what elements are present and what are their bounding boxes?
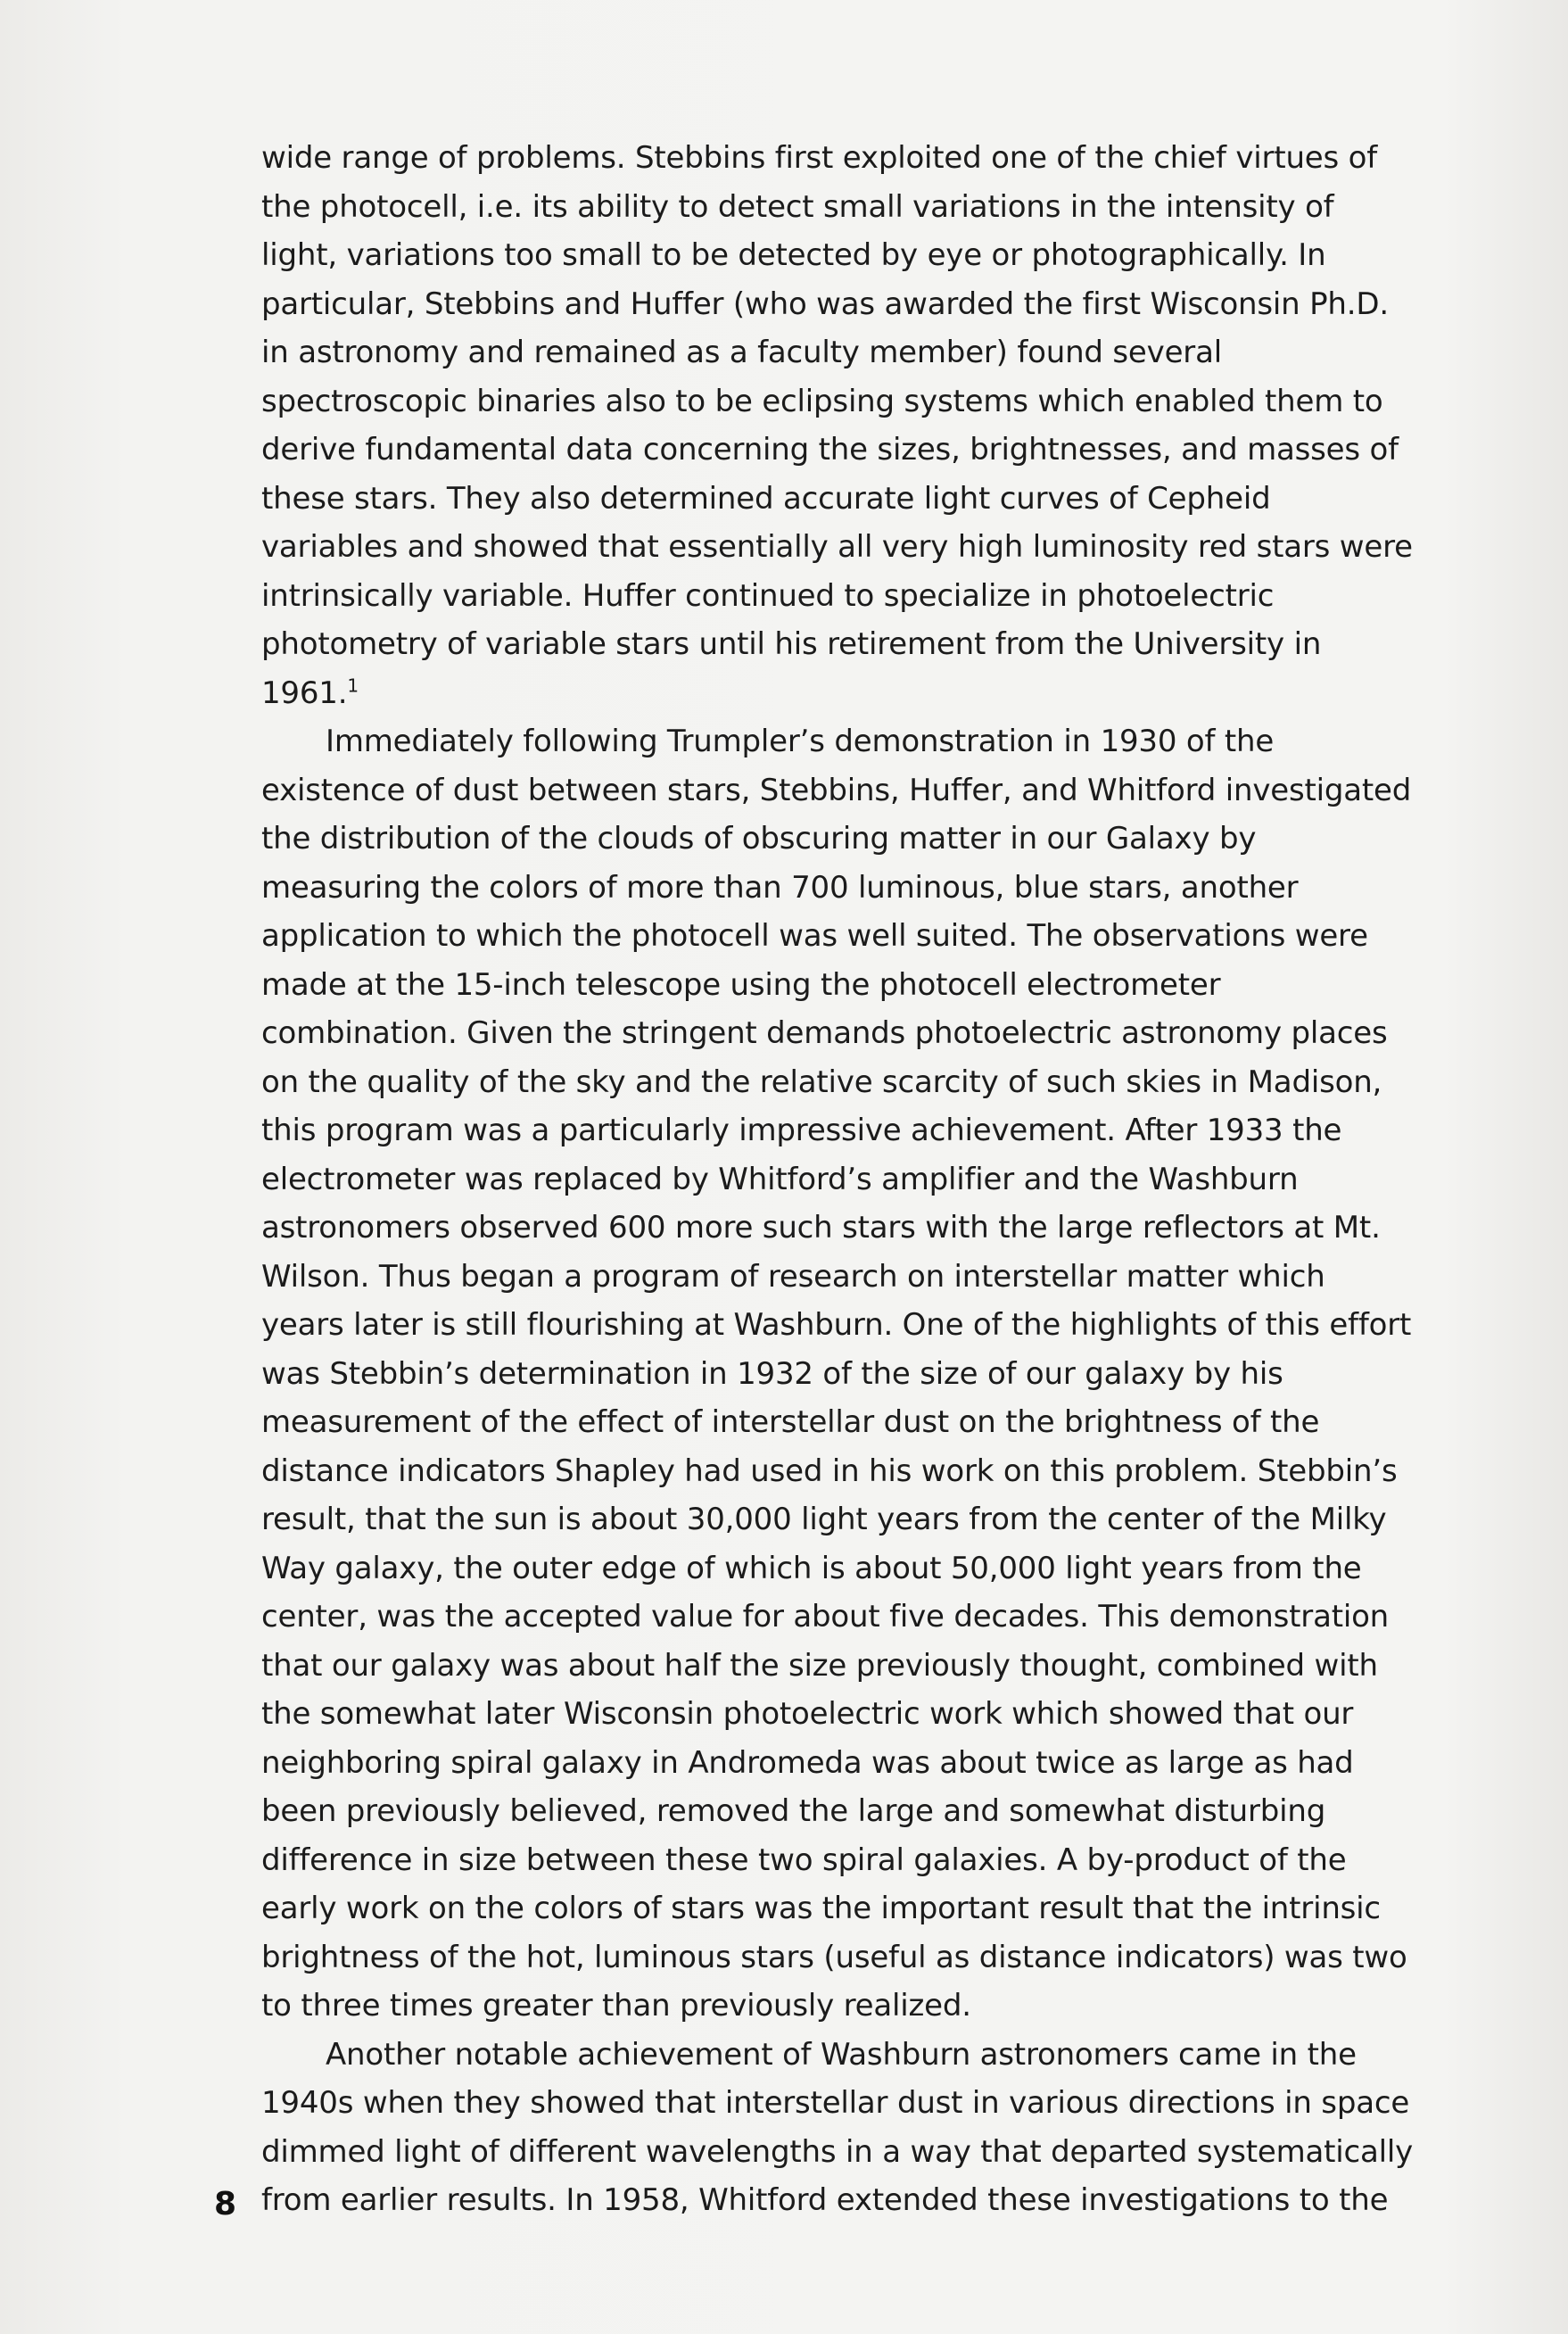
paragraph-2: Immediately following Trumpler’s demonstration in 1930 of the existence of dust between stars, Stebbins, Huffer, and Whitford investigated the distribution of the clouds of obscuring matter in our Galaxy by measuring the colors of more than 700 luminous, blue stars, another application to which the photocell was well suited. The observations were made at the 15-inch telescope using the photocell electrometer combination. Given the stringent demands photoelectric astronomy places on the quality of the sky and the relative scarcity of such skies in Madison, this program was a particularly impressive achievement. After 1933 the electrometer was replaced by Whitford’s amplifier and the Washburn astronomers observed 600 more such stars with the large reflectors at Mt. Wilson. Thus began a program of research on interstellar matter which years later is still flourishing at Washburn. One of the highlights of this effort was Stebbin’s determination in 1932 of the size of our galaxy by his measurement of the effect of interstellar dust on the brightness of the distance indicators Shapley had used in his work on this problem. Stebbin’s result, that the sun is about 30,000 light years from the center of the Milky Way galaxy, the outer edge of which is about 50,000 light years from the center, was the accepted value for about five decades. This demonstration that our galaxy was about half the size previously thought, combined with the somewhat later Wisconsin photoelectric work which showed that our neighboring spiral galaxy in Andromeda was about twice as large as had been previously believed, removed the large and somewhat disturbing difference in size between these two spiral galaxies. A by-product of the early work on the colors of stars was the important result that the intrinsic brightness of the hot, luminous stars (useful as distance indicators) was two to three times greater than previously realized. <box>261 724 1412 2024</box>
paragraph-1 <box>261 134 1416 717</box>
footnote-marker: 1 <box>347 675 359 697</box>
paragraph-3: Another notable achievement of Washburn astronomers came in the 1940s when they showed that interstellar dust in various directions in space dimmed light of different wavelengths in a way that departed systematically from earlier results. In 1958, Whitford extended these investigations to the <box>261 2036 1414 2218</box>
body-text <box>261 134 1416 2225</box>
paragraph-1-text: wide range of problems. Stebbins first exploited one of the chief virtues of the photocell, i.e. its ability to detect small variations in the intensity of light, variations too small to be detected by eye or photographically. In particular, Stebbins and Huffer (who was awarded the first Wisconsin Ph.D. in astronomy and remained as a faculty member) found several spectroscopic binaries also to be eclipsing systems which enabled them to derive fundamental data concerning the sizes, brightnesses, and masses of these stars. They also determined accurate light curves of Cepheid variables and showed that essentially all very high luminosity red stars were intrinsically variable. Huffer continued to specialize in photoelectric photometry of variable stars until his retirement from the University in 1961. <box>261 140 1413 711</box>
page-number: 8 <box>214 2186 237 2222</box>
